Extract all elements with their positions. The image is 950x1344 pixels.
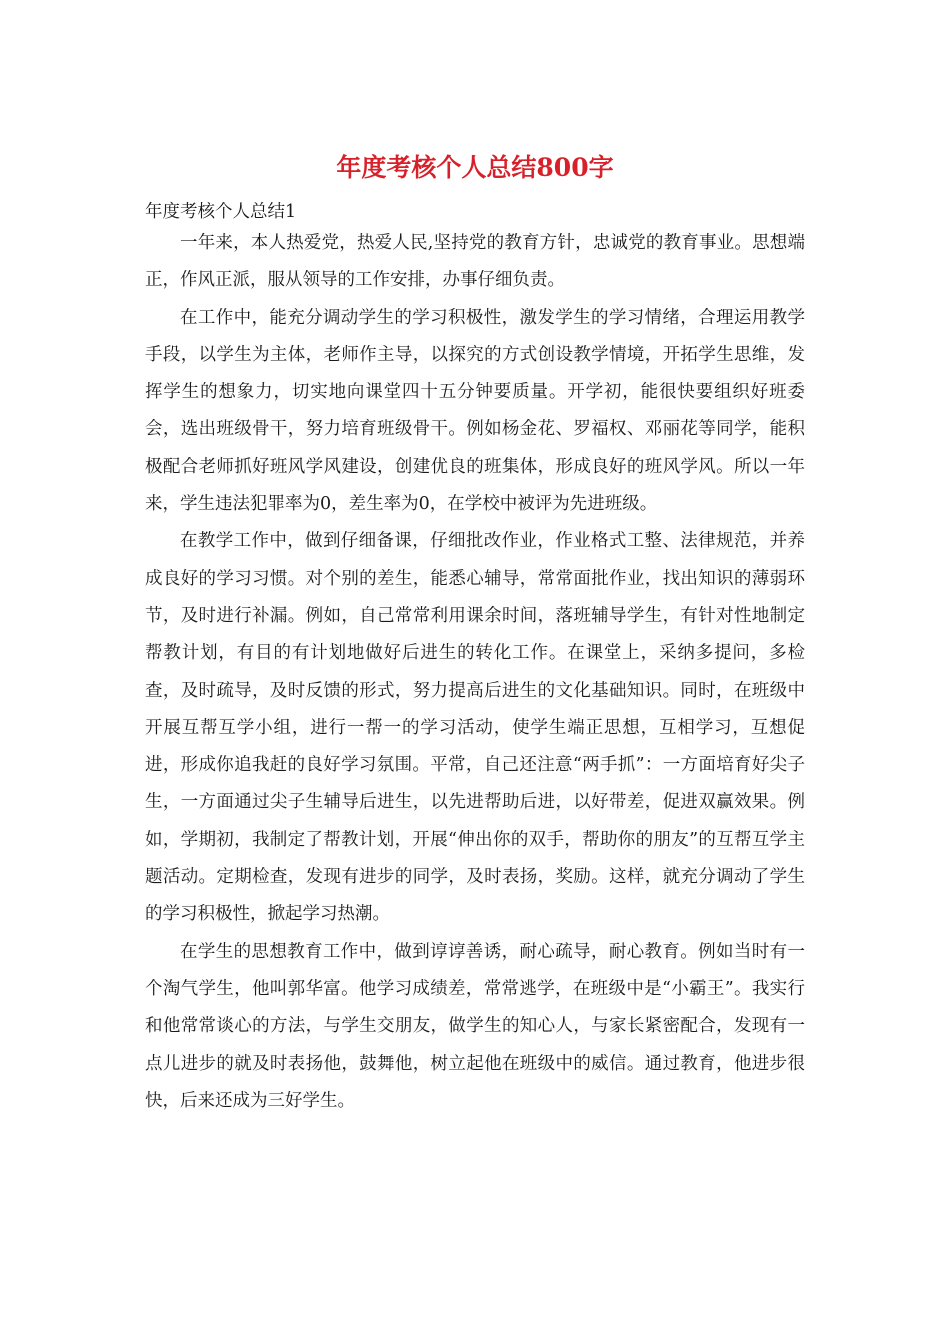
document-title: 年度考核个人总结800字	[336, 153, 614, 182]
paragraph-1: 一年来，本人热爱党，热爱人民,坚持党的教育方针，忠诚党的教育事业。思想端正，作风正派，服从领导的工作安排，办事仔细负责。	[145, 233, 805, 291]
paragraph-2: 在工作中，能充分调动学生的学习积极性，激发学生的学习情绪，合理运用教学手段，以学生为主体，老师作主导，以探究的方式创设教学情境，开拓学生思维，发挥学生的想象力，切实地向课堂四十五分钟要质量。开学初，能很快要组织好班委会，选出班级骨干，努力培育班级骨干。例如杨金花、罗福权、邓丽花等同学，能积极配合老师抓好班风学风建设，创建优良的班集体，形成良好的班风学风。所以一年来，学生违法犯罪率为0，差生率为0，在学校中被评为先进班级。	[145, 307, 805, 515]
document-body	[145, 225, 805, 1120]
paragraph-3: 在教学工作中，做到仔细备课，仔细批改作业，作业格式工整、法律规范，并养成良好的学习习惯。对个别的差生，能悉心辅导，常常面批作业，找出知识的薄弱环节，及时进行补漏。例如，自己常常利用课余时间，落班辅导学生，有针对性地制定帮教计划，有目的有计划地做好后进生的转化工作。在课堂上，采纳多提问，多检查，及时疏导，及时反馈的形式，努力提高后进生的文化基础知识。同时，在班级中开展互帮互学小组，进行一帮一的学习活动，使学生端正思想，互相学习，互想促进，形成你追我赶的良好学习氛围。平常，自己还注意“两手抓”：一方面培育好尖子生，一方面通过尖子生辅导后进生，以先进帮助后进，以好带差，促进双赢效果。例如，学期初，我制定了帮教计划，开展“伸出你的双手，帮助你的朋友”的互帮互学主题活动。定期检查，发现有进步的同学，及时表扬，奖励。这样，就充分调动了学生的学习积极性，掀起学习热潮。	[145, 531, 805, 925]
section-heading: 年度考核个人总结1	[145, 202, 297, 222]
paragraph-4: 在学生的思想教育工作中，做到谆谆善诱，耐心疏导，耐心教育。例如当时有一个淘气学生，他叫郭华富。他学习成绩差，常常逃学，在班级中是“小霸王”。我实行和他常常谈心的方法，与学生交朋友，做学生的知心人，与家长紧密配合，发现有一点儿进步的就及时表扬他，鼓舞他，树立起他在班级中的威信。通过教育，他进步很快，后来还成为三好学生。	[145, 941, 805, 1111]
